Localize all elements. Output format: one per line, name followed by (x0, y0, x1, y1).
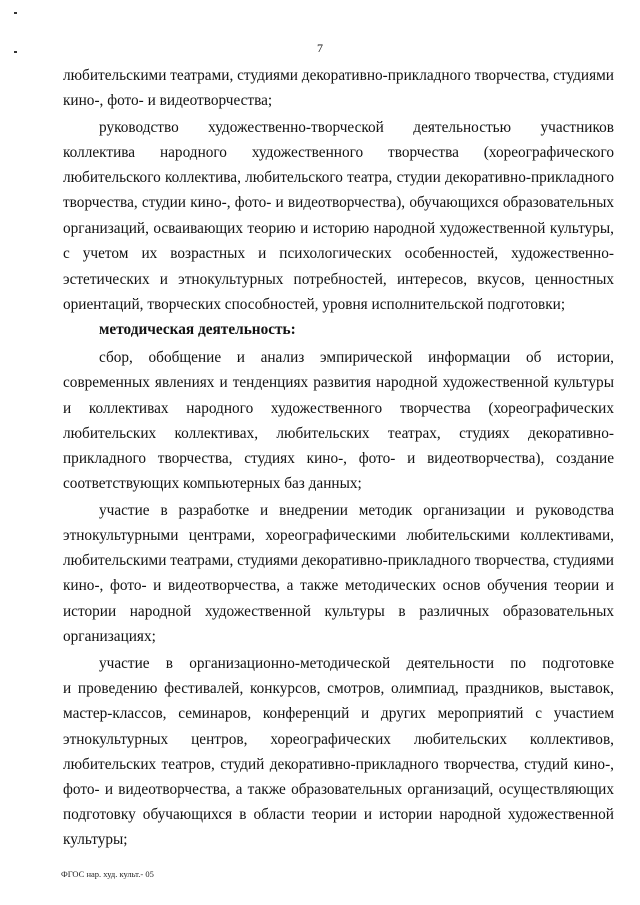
text-line: коллектива народного художественного творчества (хореографического (63, 144, 614, 161)
text-line: ориентаций, творческих способностей, уровня исполнительской подготовки; (63, 296, 566, 313)
text-line: и проведению фестивалей, конкурсов, смотров, олимпиад, праздников, выставок, (63, 680, 614, 697)
text-line: и коллективах народного художественного творчества (хореографических (63, 400, 614, 417)
scan-mark (14, 12, 17, 14)
text-line: кино-, фото- и видеотворчества, а также методических основ обучения теории и (63, 577, 614, 594)
text-line: эстетических и этнокультурных потребностей, интересов, вкусов, ценностных (63, 271, 614, 288)
text-line: мастер-классов, семинаров, конференций и других мероприятий с участием (63, 705, 614, 722)
text-line: любительских театров, студий декоративно-прикладного творчества, студий кино-, (63, 756, 614, 773)
text-line: с учетом их возрастных и психологических особенностей, художественно- (63, 245, 614, 262)
footer-code: ФГОС нар. худ. культ.- 05 (61, 869, 154, 879)
text-line: руководство художественно-творческой деятельностью участников (99, 119, 614, 136)
text-line: творчества, студии кино-, фото- и видеотворчества), обучающихся образовательных (63, 194, 614, 211)
text-line: современных явлениях и тенденциях развития народной художественной культуры (63, 374, 614, 391)
text-line: организаций, осваивающих теорию и историю народной художественной культуры, (63, 220, 614, 237)
text-line: любительского коллектива, любительского театра, студии декоративно-прикладного (63, 169, 614, 186)
text-line: этнокультурных центров, хореографических любительских коллективов, (63, 731, 614, 748)
page-number: 7 (317, 41, 323, 55)
text-line: любительскими театрами, студиями декоративно-прикладного творчества, студиями (63, 67, 614, 84)
text-line: участие в разработке и внедрении методик организации и руководства (99, 502, 614, 519)
text-line: любительскими театрами, студиями декоративно-прикладного творчества, студиями (63, 552, 614, 569)
text-line: соответствующих компьютерных баз данных; (63, 475, 362, 492)
section-heading: методическая деятельность: (99, 321, 296, 338)
text-line: истории народной художественной культуры в различных образовательных (63, 603, 614, 620)
text-line: кино-, фото- и видеотворчества; (63, 92, 273, 109)
text-line: сбор, обобщение и анализ эмпирической информации об истории, (99, 349, 614, 366)
text-line: этнокультурными центрами, хореографическими любительскими коллективами, (63, 527, 614, 544)
text-line: фото- и видеотворчества, а также образовательных организаций, осуществляющих (63, 781, 614, 798)
text-line: культуры; (63, 831, 128, 848)
text-line: участие в организационно-методической деятельности по подготовке (99, 655, 614, 672)
text-line: организациях; (63, 628, 156, 645)
text-line: прикладного творчества, студиях кино-, фото- и видеотворчества), создание (63, 450, 614, 467)
text-line: любительских коллективах, любительских театрах, студиях декоративно- (63, 425, 614, 442)
text-line: подготовку обучающихся в области теории и истории народной художественной (63, 806, 614, 823)
